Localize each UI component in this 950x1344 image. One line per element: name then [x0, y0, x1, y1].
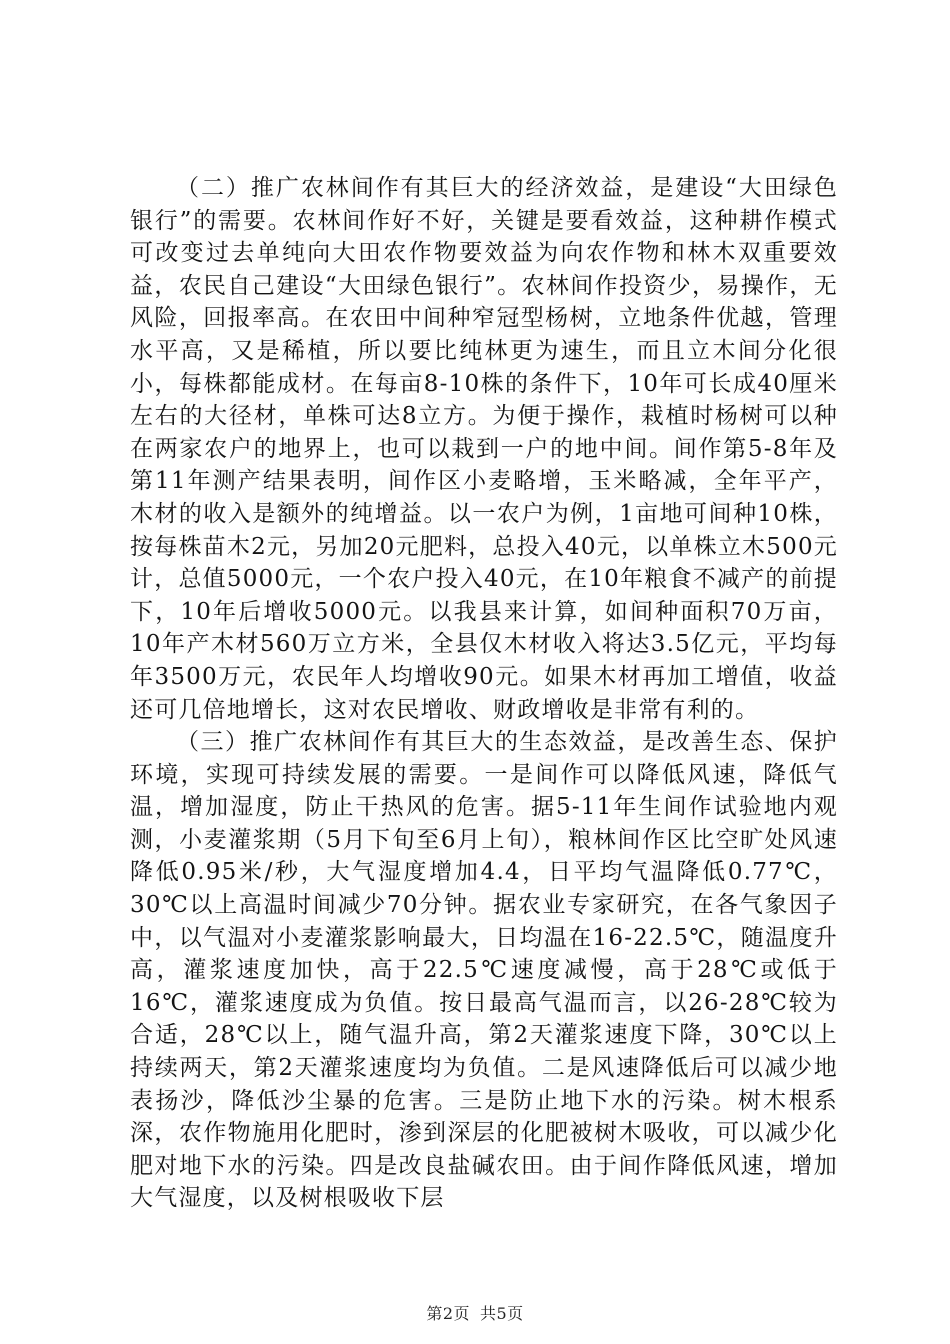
paragraph-economic-benefit: （二）推广农林间作有其巨大的经济效益，是建设“大田绿色银行”的需要。农林间作好不好，关键是要看效益，这种耕作模式可改变过去单纯向大田农作物要效益为向农作物和林木双重要效益，农民自己建设“大田绿色银行”。农林间作投资少，易操作，无风险，回报率高。在农田中间种窄冠型杨树，立地条件优越，管理水平高，又是稀植，所以要比纯林更为速生，而且立木间分化很小，每株都能成材。在每亩8-10株的条件下，10年可长成40厘米左右的大径材，单株可达8立方。为便于操作，栽植时杨树可以种在两家农户的地界上，也可以栽到一户的地中间。间作第5-8年及第11年测产结果表明，间作区小麦略增，玉米略减，全年平产，木材的收入是额外的纯增益。以一农户为例，1亩地可间种10株，按每株苗木2元，另加20元肥料，总投入40元，以单株立木500元计，总值5000元，一个农户投入40元，在10年粮食不减产的前提下，10年后增收5000元。以我县来计算，如间种面积70万亩，10年产木材560万立方米，全县仅木材收入将达3.5亿元，平均每年3500万元，农民年人均增收90元。如果木材再加工增值，收益还可几倍地增长，这对农民增收、财政增收是非常有利的。: [130, 175, 838, 723]
page-footer: [0, 1301, 950, 1324]
page-total: 共5页: [480, 1304, 524, 1323]
document-body: [130, 172, 838, 1215]
paragraph-ecological-benefit: （三）推广农林间作有其巨大的生态效益，是改善生态、保护环境，实现可持续发展的需要。一是间作可以降低风速，降低气温，增加湿度，防止干热风的危害。据5-11年生间作试验地内观测，小麦灌浆期（5月下旬至6月上旬），粮林间作区比空旷处风速降低0.95米/秒，大气湿度增加4.4，日平均气温降低0.77℃，30℃以上高温时间减少70分钟。据农业专家研究，在各气象因子中，以气温对小麦灌浆影响最大，日均温在16-22.5℃，随温度升高，灌浆速度加快，高于22.5℃速度减慢，高于28℃或低于16℃，灌浆速度成为负值。按日最高气温而言，以26-28℃较为合适，28℃以上，随气温升高，第2天灌浆速度下降，30℃以上持续两天，第2天灌浆速度均为负值。二是风速降低后可以减少地表扬沙，降低沙尘暴的危害。三是防止地下水的污染。树木根系深，农作物施用化肥时，渗到深层的化肥被树木吸收，可以减少化肥对地下水的污染。四是改良盐碱农田。由于间作降低风速，增加大气湿度，以及树根吸收下层: [130, 729, 838, 1212]
page-number: 第2页: [426, 1304, 470, 1323]
